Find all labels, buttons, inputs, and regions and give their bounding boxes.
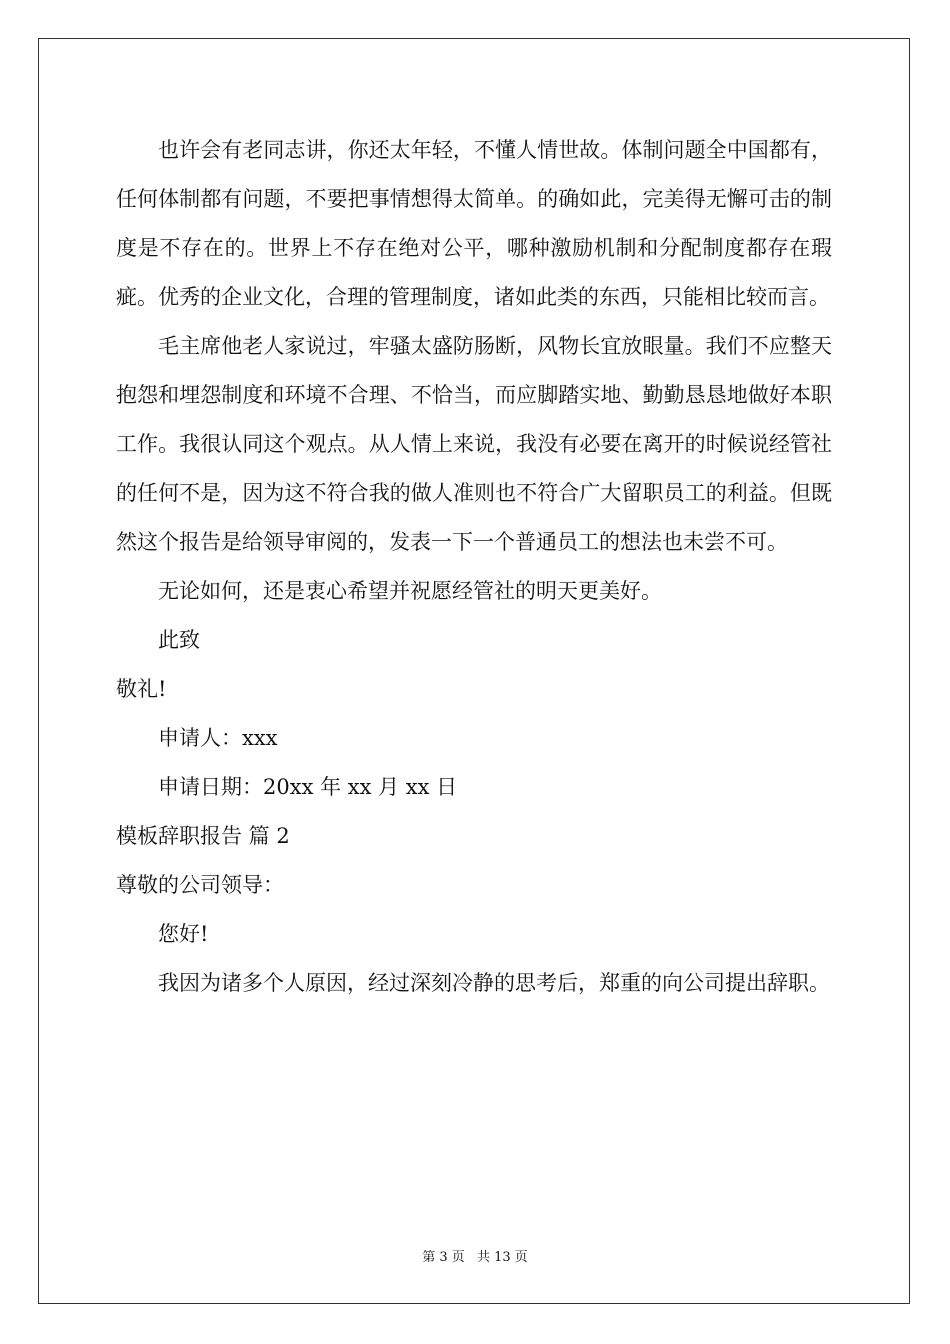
- greeting-hello: 您好!: [158, 922, 209, 946]
- paragraph-resignation: 我因为诸多个人原因，经过深刻冷静的思考后，郑重的向公司提出辞职。: [158, 971, 830, 995]
- salutation-respect: 敬礼!: [116, 677, 167, 701]
- section-heading: 模板辞职报告 篇 2: [116, 824, 290, 848]
- page-total: 共 13 页: [476, 1250, 528, 1265]
- greeting-recipient: 尊敬的公司领导：: [116, 873, 284, 897]
- paragraph-3: 无论如何，还是衷心希望并祝愿经管社的明天更美好。: [158, 579, 662, 603]
- page-number: 第 3 页: [422, 1250, 465, 1265]
- paragraph-2: 毛主席他老人家说过，牢骚太盛防肠断，风物长宜放眼量。我们不应整天抱怨和埋怨制度和环境不合理、不恰当，而应脚踏实地、勤勤恳恳地做好本职工作。我很认同这个观点。从人情上来说，我没有必要在离开的时候说经管社的任何不是，因为这不符合我的做人准则也不符合广大留职员工的利益。但既然这个报告是给领导审阅的，发表一下一个普通员工的想法也未尝不可。: [116, 334, 832, 554]
- salutation-closing: 此致: [158, 628, 200, 652]
- page-footer: [0, 1246, 950, 1265]
- application-date-line: 申请日期：20xx 年 xx 月 xx 日: [158, 775, 458, 799]
- paragraph-1: 也许会有老同志讲，你还太年轻，不懂人情世故。体制问题全中国都有，任何体制都有问题，不要把事情想得太简单。的确如此，完美得无懈可击的制度是不存在的。世界上不存在绝对公平，哪种激励机制和分配制度都存在瑕疵。优秀的企业文化，合理的管理制度，诸如此类的东西，只能相比较而言。: [116, 138, 832, 309]
- applicant-line: 申请人：xxx: [158, 726, 278, 750]
- document-body: [116, 126, 832, 1008]
